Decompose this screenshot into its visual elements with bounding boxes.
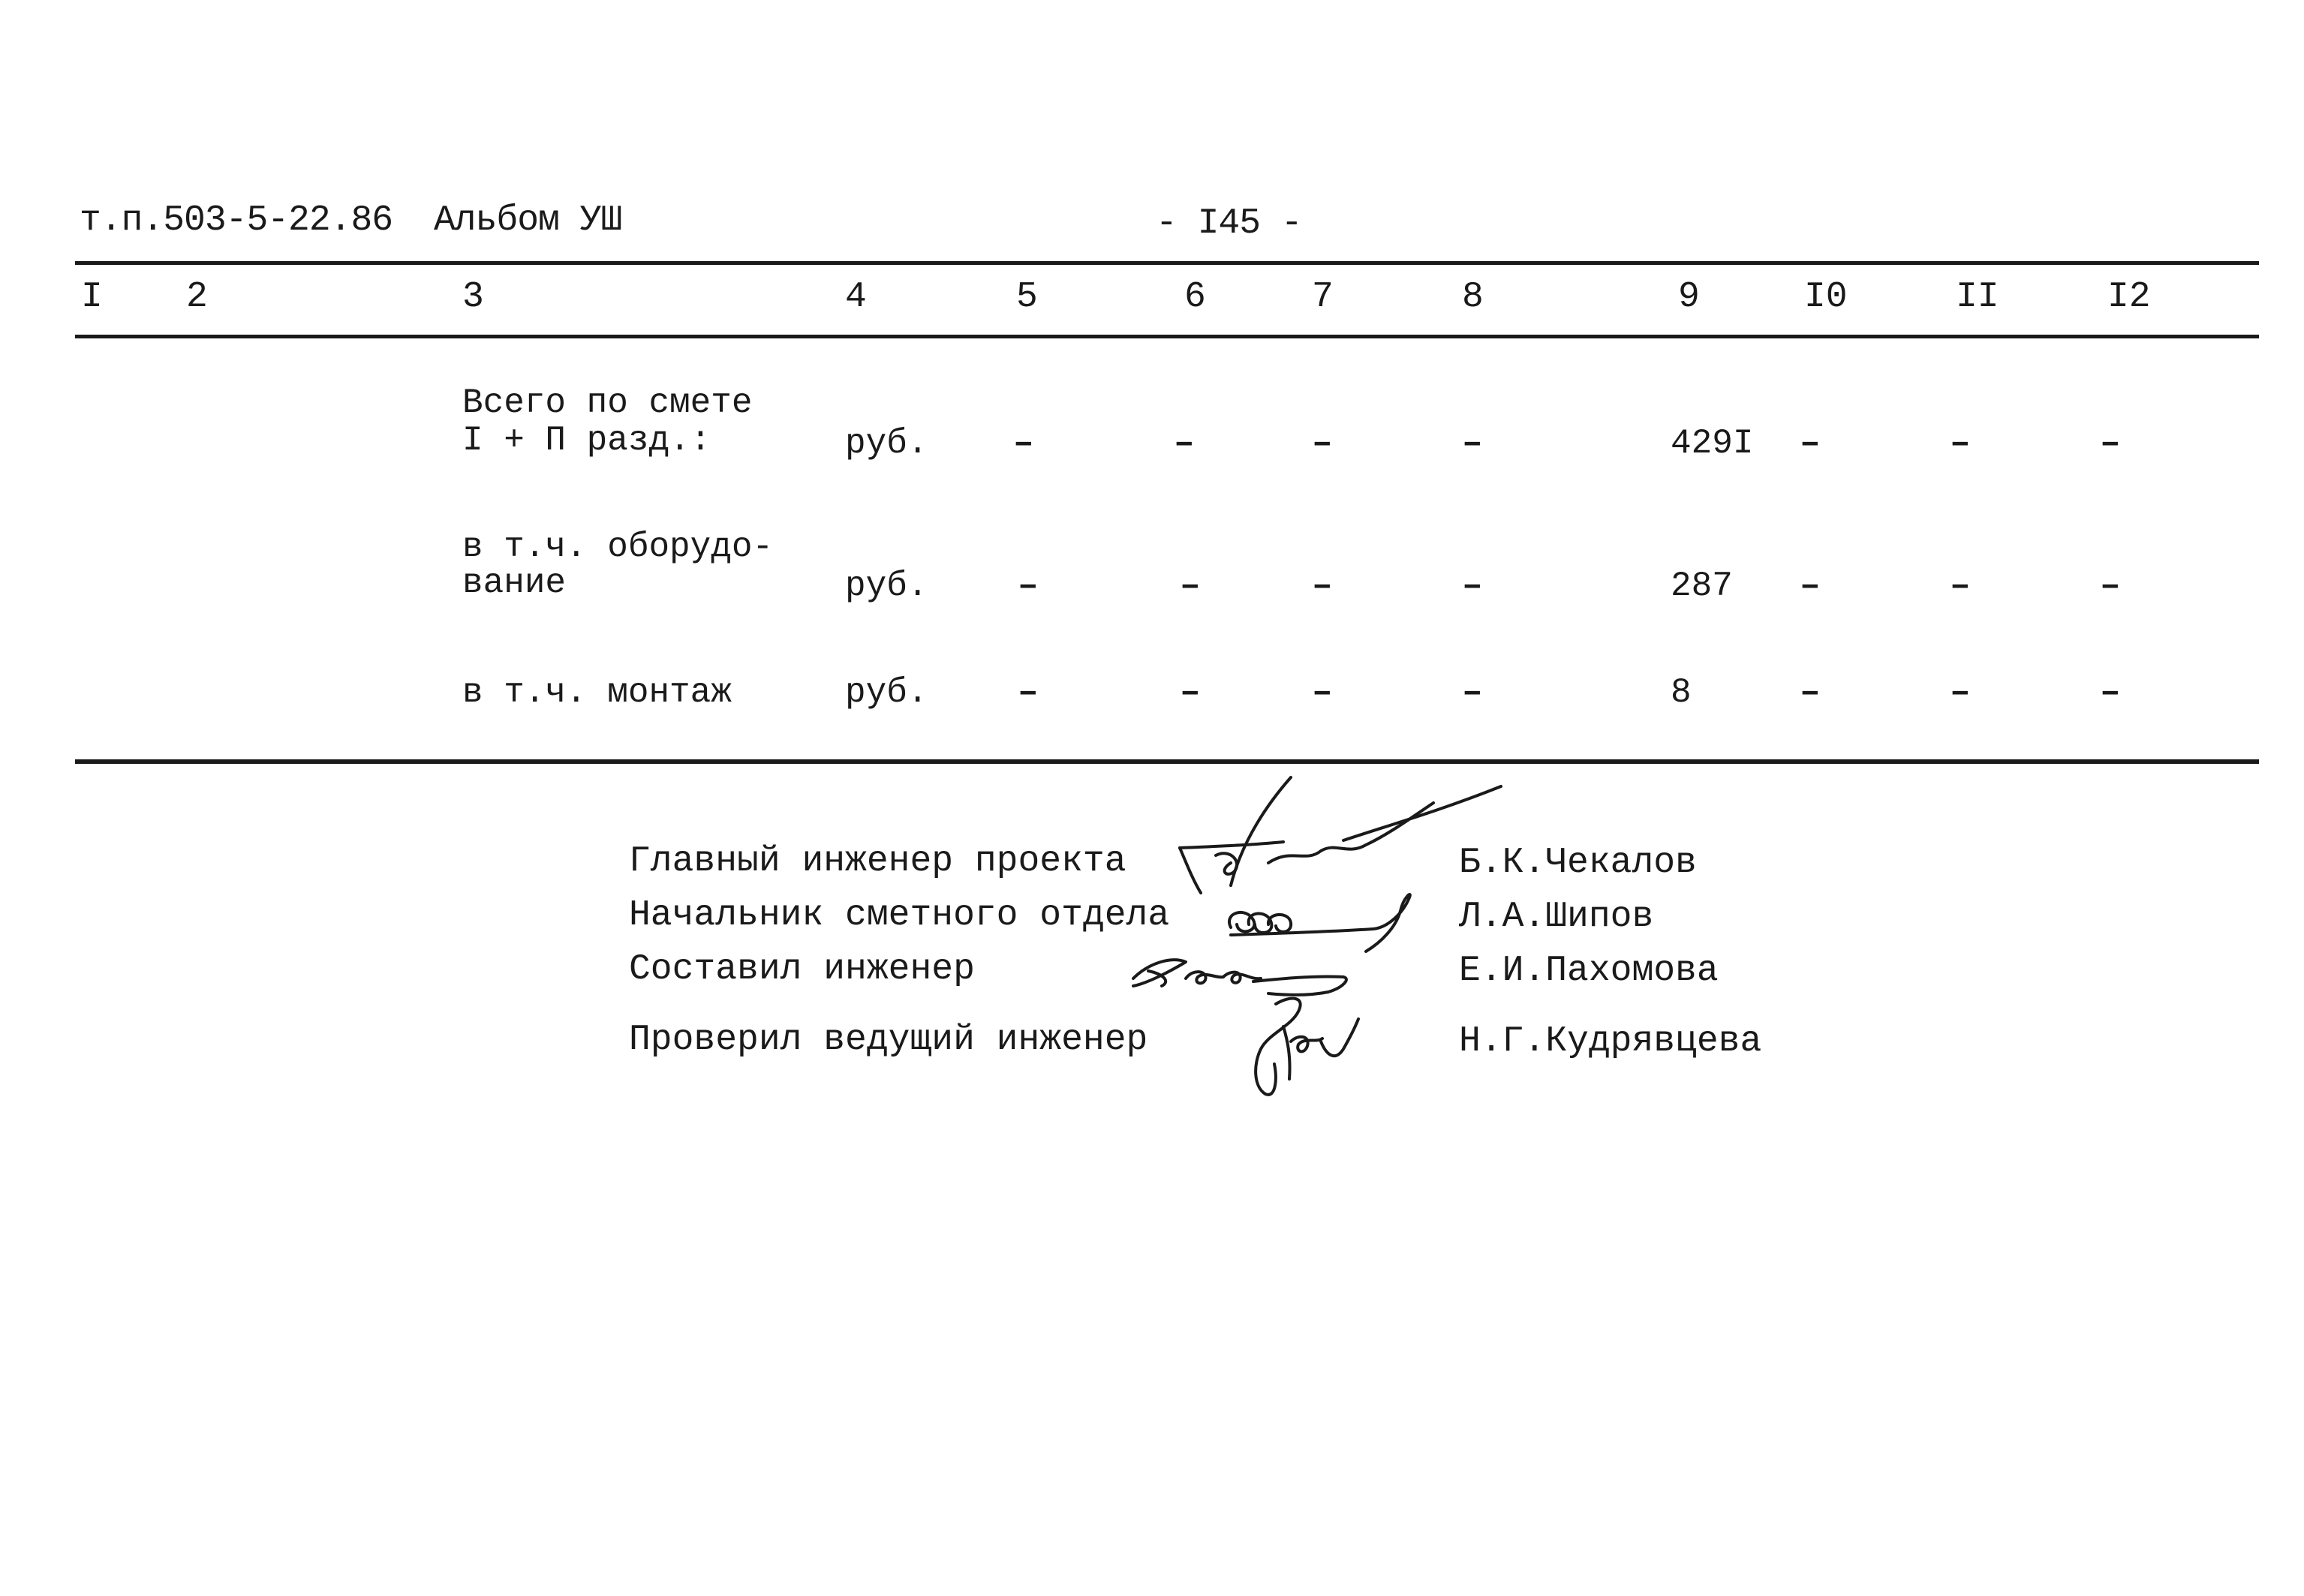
signatory-name: Л.А.Шипов (1459, 897, 1654, 937)
row-label-line2: I + П разд.: (462, 421, 711, 460)
doc-reference: т.п.503-5-22.86 (80, 200, 393, 241)
signature-2-icon (1216, 890, 1426, 957)
column-number: I0 (1804, 277, 1848, 317)
column-number: I (81, 277, 103, 317)
row-label-line1: Всего по смете (462, 383, 753, 422)
signatory-role: Проверил ведущий инженер (629, 1020, 1148, 1060)
cell-col5: – (1018, 673, 1039, 712)
cell-col12: – (2100, 424, 2121, 463)
signature-4-icon (1238, 989, 1366, 1102)
cell-col11: – (1950, 424, 1971, 463)
cell-col6: – (1180, 567, 1201, 606)
cell-col11: – (1950, 673, 1971, 712)
album-title: Альбом УШ (434, 200, 622, 241)
column-number: 3 (462, 277, 484, 317)
cell-col5: – (1018, 567, 1039, 606)
row-label-line1: в т.ч. оборудо- (462, 527, 774, 567)
cell-col9: 429I (1671, 424, 1754, 463)
cell-col8: – (1462, 424, 1483, 463)
cell-col9: 287 (1671, 567, 1733, 606)
column-number: 7 (1312, 277, 1334, 317)
row-unit: руб. (845, 673, 928, 712)
cell-col12: – (2100, 673, 2121, 712)
cell-col7: – (1312, 567, 1333, 606)
cell-col11: – (1950, 567, 1971, 606)
signatory-name: Б.К.Чекалов (1459, 843, 1697, 883)
cell-col6: – (1180, 673, 1201, 712)
column-number: 8 (1462, 277, 1484, 317)
signatory-role: Начальник сметного отдела (629, 895, 1170, 936)
column-number: I2 (2107, 277, 2151, 317)
cell-col6: – (1174, 424, 1195, 463)
column-number: II (1956, 277, 1999, 317)
header-top-rule (75, 261, 2259, 265)
cell-col7: – (1312, 424, 1333, 463)
cell-col8: – (1462, 673, 1483, 712)
column-number: 5 (1016, 277, 1038, 317)
cell-col10: – (1800, 424, 1821, 463)
cell-col7: – (1312, 673, 1333, 712)
row-unit: руб. (845, 567, 928, 606)
cell-col12: – (2100, 567, 2121, 606)
table-bottom-rule (75, 759, 2259, 764)
row-label-line1: в т.ч. монтаж (462, 673, 732, 712)
header-bottom-rule (75, 335, 2259, 338)
column-number: 2 (186, 277, 208, 317)
signatory-name: Н.Г.Кудрявцева (1459, 1021, 1762, 1062)
cell-col10: – (1800, 673, 1821, 712)
signatory-name: Е.И.Пахомова (1459, 951, 1719, 991)
signatory-role: Главный инженер проекта (629, 841, 1126, 882)
column-number: 9 (1678, 277, 1700, 317)
cell-col10: – (1800, 567, 1821, 606)
row-unit: руб. (845, 424, 928, 463)
signatory-role: Составил инженер (629, 949, 975, 990)
row-label-line2: вание (462, 564, 567, 603)
column-number: 4 (845, 277, 867, 317)
column-number: 6 (1184, 277, 1206, 317)
page-number: - I45 - (1156, 203, 1302, 244)
cell-col5: – (1013, 424, 1034, 463)
signature-1-icon (1171, 773, 1516, 900)
cell-col9: 8 (1671, 673, 1692, 712)
cell-col8: – (1462, 567, 1483, 606)
